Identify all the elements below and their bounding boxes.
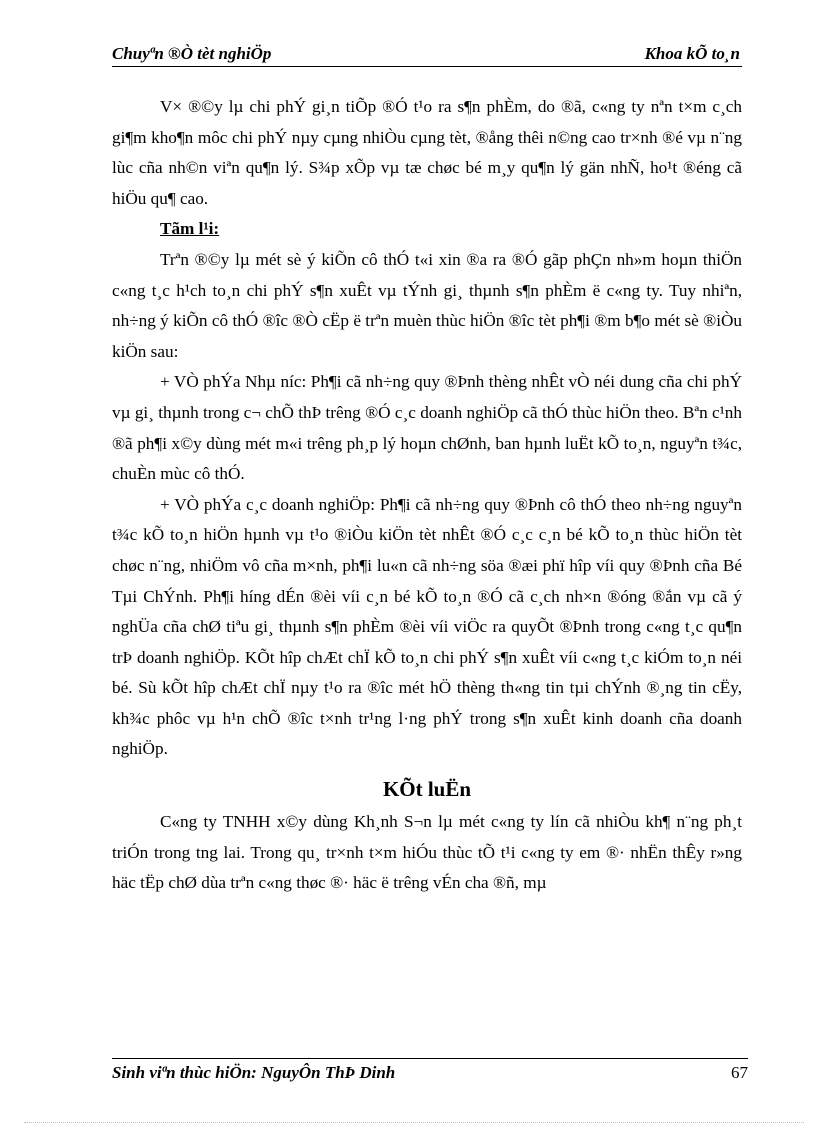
header-department: Khoa kÕ to¸n <box>644 44 740 63</box>
paragraph: V× ®©y lµ chi phÝ gi¸n tiÕp ®Ó t¹o ra s¶n phÈm, do ®ã, c«ng ty nªn t×m c¸ch gi¶m kho¶n môc chi phÝ nµy cµng nhiÒu cµng tèt, ®ång thêi n©ng cao tr×nh ®é vµ n¨ng lùc cña nh©n viªn qu¶n lý. S¾p xÕp vµ tæ chøc bé m¸y qu¶n lý gän nhÑ, ho¹t ®éng cã hiÖu qu¶ cao. <box>112 97 742 208</box>
page-number: 67 <box>731 1063 748 1082</box>
footer-author: Sinh viªn thùc hiÖn: NguyÔn ThÞ Dinh <box>112 1063 396 1082</box>
paragraph: Trªn ®©y lµ mét sè ý kiÕn cô thÓ t«i xin ®a ra ®Ó gãp phÇn nh»m hoµn thiÖn c«ng t¸c h¹ch to¸n chi phÝ s¶n xuÊt vµ tÝnh gi¸ thµnh s¶n phÈm ë c«ng ty. Tuy nhiªn, nh÷ng ý kiÕn cô thÓ ®îc ®Ò cËp ë trªn muèn thùc hiÖn ®îc tèt ph¶i ®m b¶o mét sè ®iÒu kiÖn sau: <box>112 249 742 361</box>
page-footer <box>112 1058 748 1083</box>
paragraph: + VÒ phÝa Nhµ níc: Ph¶i cã nh÷ng quy ®Þnh thèng nhÊt vÒ néi dung cña chi phÝ vµ gi¸ thµnh trong c¬ chÕ thÞ trêng ®Ó c¸c doanh nghiÖp cã thÓ thùc hiÖn theo. Bªn c¹nh ®ã ph¶i x©y dùng mét m«i trêng ph¸p lý hoµn chØnh, ban hµnh luËt kÕ to¸n, nguyªn t¾c, chuÈn mùc cô thÓ. <box>112 372 742 484</box>
document-body <box>112 92 742 899</box>
page-header <box>112 44 742 67</box>
conclusion-paragraph: C«ng ty TNHH x©y dùng Kh¸nh S¬n lµ mét c«ng ty lín cã nhiÒu kh¶ n¨ng ph¸t triÓn trong tng lai. Trong qu¸ tr×nh t×m hiÓu thùc tÕ t¹i c«ng ty em ®· nhËn thÊy r»ng häc tËp chØ dùa trªn c«ng thøc ®· häc ë trêng vÉn cha ®ñ, mµ <box>112 812 742 893</box>
paragraph: + VÒ phÝa c¸c doanh nghiÖp: Ph¶i cã nh÷ng quy ®Þnh cô thÓ theo nh÷ng nguyªn t¾c kÕ to¸n hiÖn hµnh vµ t¹o ®iÒu kiÖn tèt nhÊt ®Ó c¸c c¸n bé kÕ to¸n thùc hiÖn tèt chøc n¨ng, nhiÖm vô cña m×nh, ph¶i lu«n cã nh÷ng söa ®æi phï hîp víi quy ®Þnh cña Bé Tµi ChÝnh. Ph¶i híng dÉn ®èi víi c¸n bé kÕ to¸n ®Ó cã c¸ch nh×n ®óng ®ắn vµ cã ý nghÜa cña chØ tiªu gi¸ thµnh s¶n phÈm ®èi víi viÖc ra quyÕt ®Þnh trong c«ng t¸c qu¶n trÞ doanh nghiÖp. KÕt hîp chÆt chÏ kÕ to¸n chi phÝ s¶n xuÊt víi c«ng t¸c kiÓm to¸n néi bé. Sù kÕt hîp chÆt chÏ nµy t¹o ra ®îc mét hÖ thèng th«ng tin tµi chÝnh ®¸ng tin cËy, kh¾c phôc vµ h¹n chÕ ®îc t×nh tr¹ng l·ng phÝ trong s¶n xuÊt kinh doanh cña doanh nghiÖp. <box>112 494 742 759</box>
summary-heading: Tãm l¹i: <box>160 219 220 239</box>
conclusion-title: KÕt luËn <box>382 777 472 802</box>
header-title: Chuyªn ®Ò tèt nghiÖp <box>112 44 272 63</box>
